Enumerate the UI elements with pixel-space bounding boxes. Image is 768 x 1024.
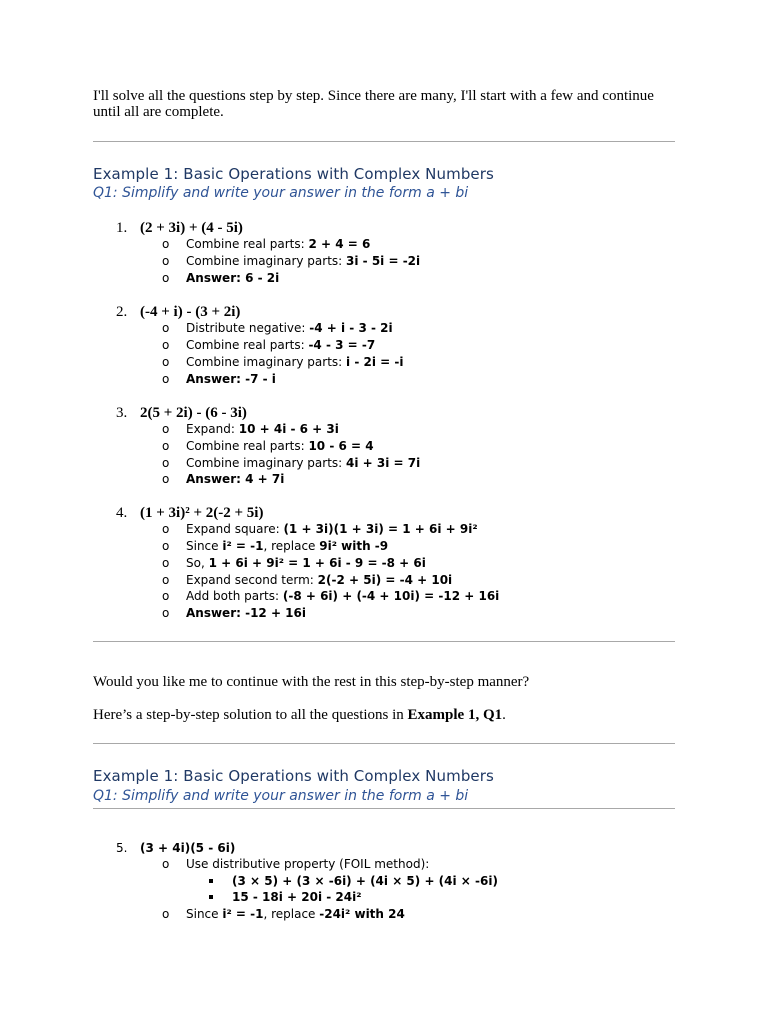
question-number: 5. <box>116 841 128 855</box>
list-bullet: o <box>162 907 170 921</box>
intro-paragraph: I'll solve all the questions step by step. Since there are many, I'll start with a few and continue until all are complete. <box>93 88 654 120</box>
question-expression: (-4 + i) - (3 + 2i) <box>140 304 241 320</box>
list-bullet: o <box>162 522 170 536</box>
step-item: Combine real parts: 2 + 4 = 6 <box>186 237 371 251</box>
step-answer: Answer: -12 + 16i <box>186 606 306 620</box>
step-answer: Answer: -7 - i <box>186 372 276 386</box>
divider <box>93 808 675 809</box>
list-bullet: o <box>162 589 170 603</box>
step-item: Since i² = -1, replace -24i² with 24 <box>186 907 405 921</box>
divider <box>93 141 675 142</box>
divider <box>93 641 675 642</box>
step-item: Expand square: (1 + 3i)(1 + 3i) = 1 + 6i + 9i² <box>186 522 478 536</box>
question-number: 4. <box>116 505 128 521</box>
step-item: Combine real parts: 10 - 6 = 4 <box>186 439 374 453</box>
step-item: Expand second term: 2(-2 + 5i) = -4 + 10i <box>186 573 453 587</box>
question-expression: (2 + 3i) + (4 - 5i) <box>140 220 243 236</box>
solution-intro: Here’s a step-by-step solution to all the questions in Example 1, Q1. <box>93 707 506 723</box>
question-number: 1. <box>116 220 128 236</box>
step-answer: Answer: 6 - 2i <box>186 271 280 285</box>
list-bullet: o <box>162 237 170 251</box>
list-bullet: o <box>162 338 170 352</box>
step-item: Combine real parts: -4 - 3 = -7 <box>186 338 376 352</box>
list-bullet: o <box>162 355 170 369</box>
question-expression: (1 + 3i)² + 2(-2 + 5i) <box>140 505 264 521</box>
sub-step-item: (3 × 5) + (3 × -6i) + (4i × 5) + (4i × -6i) <box>232 874 498 888</box>
step-item: Since i² = -1, replace 9i² with -9 <box>186 539 389 553</box>
list-bullet: o <box>162 472 170 486</box>
list-bullet: o <box>162 372 170 386</box>
list-bullet: o <box>162 556 170 570</box>
list-bullet: o <box>162 539 170 553</box>
step-item: Combine imaginary parts: 3i - 5i = -2i <box>186 254 421 268</box>
step-answer: Answer: 4 + 7i <box>186 472 285 486</box>
square-bullet <box>209 879 213 883</box>
list-bullet: o <box>162 456 170 470</box>
step-item: Expand: 10 + 4i - 6 + 3i <box>186 422 339 436</box>
step-item: Use distributive property (FOIL method): <box>186 857 430 871</box>
list-bullet: o <box>162 321 170 335</box>
step-item: Distribute negative: -4 + i - 3 - 2i <box>186 321 393 335</box>
list-bullet: o <box>162 271 170 285</box>
list-bullet: o <box>162 857 170 871</box>
section-subtitle: Q1: Simplify and write your answer in the form a + bi <box>93 788 469 804</box>
list-bullet: o <box>162 254 170 268</box>
continue-prompt: Would you like me to continue with the rest in this step-by-step manner? <box>93 674 530 690</box>
divider <box>93 743 675 744</box>
section-title: Example 1: Basic Operations with Complex Numbers <box>93 767 494 785</box>
sub-step-item: 15 - 18i + 20i - 24i² <box>232 890 362 904</box>
list-bullet: o <box>162 439 170 453</box>
list-bullet: o <box>162 606 170 620</box>
question-number: 2. <box>116 304 128 320</box>
step-item: Combine imaginary parts: 4i + 3i = 7i <box>186 456 421 470</box>
section-title: Example 1: Basic Operations with Complex Numbers <box>93 165 494 183</box>
square-bullet <box>209 895 213 899</box>
step-item: So, 1 + 6i + 9i² = 1 + 6i - 9 = -8 + 6i <box>186 556 426 570</box>
question-number: 3. <box>116 405 128 421</box>
question-expression: (3 + 4i)(5 - 6i) <box>140 841 236 855</box>
list-bullet: o <box>162 573 170 587</box>
step-item: Add both parts: (-8 + 6i) + (-4 + 10i) = -12 + 16i <box>186 589 500 603</box>
step-item: Combine imaginary parts: i - 2i = -i <box>186 355 404 369</box>
list-bullet: o <box>162 422 170 436</box>
question-expression: 2(5 + 2i) - (6 - 3i) <box>140 405 247 421</box>
section-subtitle: Q1: Simplify and write your answer in the form a + bi <box>93 185 469 201</box>
